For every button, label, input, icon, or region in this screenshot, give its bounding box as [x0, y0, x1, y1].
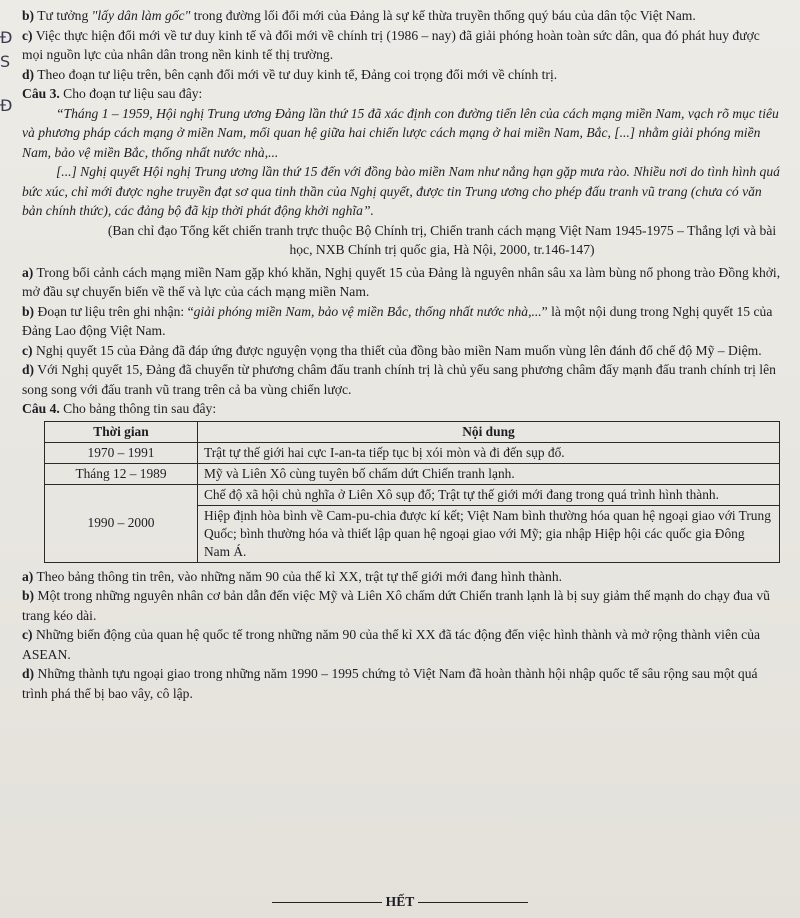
q4-statement-c — [22, 625, 782, 664]
q4-statement-a — [22, 567, 782, 587]
q3-statement-b — [22, 302, 782, 341]
q3-statement-a — [22, 263, 782, 302]
statement-text: Nghị quyết 15 của Đảng đã đáp ứng được nguyện vọng tha thiết của đồng bào miền Nam muốn vùng lên đánh đổ chế độ Mỹ – Diệm. — [35, 342, 762, 358]
question-number: Câu 3. — [22, 86, 60, 101]
statement-text: Những biến động của quan hệ quốc tế trong những năm 90 của thế kỉ XX đã tác động đến việc hình thành và mở rộng thành viên của ASEAN. — [22, 627, 761, 662]
statement-label: b) — [22, 588, 35, 603]
question-number: Câu 4. — [22, 401, 60, 416]
statement-label: c) — [22, 342, 33, 358]
q4-statement-b — [22, 586, 782, 625]
question-intro: Cho đoạn tư liệu sau đây: — [59, 86, 203, 101]
q3-statement-c — [22, 341, 782, 361]
table-cell-content: Mỹ và Liên Xô cùng tuyên bố chấm dứt Chiến tranh lạnh. — [198, 463, 780, 484]
statement-text: Trong bối cảnh cách mạng miền Nam gặp khó khăn, Nghị quyết 15 của Đảng là nguyên nhân sâu xa làm bùng nổ phong trào Đồng khởi, mở đầu sự chuyển biến về thế và lực của cách mạng miền Nam. — [22, 264, 781, 299]
handwritten-mark: Ɖ — [0, 96, 13, 115]
table-cell-time: 1990 – 2000 — [45, 484, 198, 562]
statement-text: Tư tưởng — [37, 8, 92, 23]
statement-text: Những thành tựu ngoại giao trong những năm 1990 – 1995 chứng tỏ Việt Nam đã hoàn thành hội nhập quốc tế sâu rộng sau một quá trình phá thế bị bao vây, cô lập. — [22, 666, 758, 701]
q3-statement-d — [22, 360, 782, 399]
end-marker — [0, 894, 800, 910]
statement-text: Một trong những nguyên nhân cơ bản dẫn đến việc Mỹ và Liên Xô chấm dứt Chiến tranh lạnh là bị suy giảm thế mạnh do chạy đua vũ trang kéo dài. — [22, 588, 770, 623]
statement-text: Đoạn tư liệu trên ghi nhận: “ — [37, 303, 194, 319]
end-text: HẾT — [385, 894, 415, 909]
table-row — [45, 463, 780, 484]
info-table — [44, 421, 780, 563]
statement-text: Theo đoạn tư liệu trên, bên cạnh đổi mới về tư duy kinh tế, Đảng coi trọng đổi mới về chính trị. — [37, 66, 558, 82]
statement-label: b) — [22, 8, 35, 23]
question-intro: Cho bảng thông tin sau đây: — [59, 401, 217, 416]
table-cell-time: Tháng 12 – 1989 — [45, 463, 198, 484]
column-header-content: Nội dung — [198, 421, 780, 442]
table-cell-content: Hiệp định hòa bình về Cam-pu-chia được kí kết; Việt Nam bình thường hóa quan hệ ngoại giao với Trung Quốc; bình thường hóa và thiết lập quan hệ ngoại giao với Mỹ; gia nhập Hiệp hội các quốc gia Đông Nam Á. — [198, 505, 780, 562]
statement-label: c) — [22, 627, 33, 642]
table-cell-time: 1970 – 1991 — [45, 442, 198, 463]
quote-paragraph-1: “Tháng 1 – 1959, Hội nghị Trung ương Đảng lần thứ 15 đã xác định con đường tiến lên của cách mạng miền Nam, vạch rõ mục tiêu và phương pháp cách mạng ở miền Nam, mối quan hệ giữa hai chiến lược cách mạng ở hai miền Nam, Bắc, [...] nhằm giải phóng miền Nam, bảo vệ miền Bắc, thống nhất nước nhà,... — [22, 105, 779, 160]
prev-statement-c — [22, 26, 782, 65]
question-3-heading — [22, 84, 782, 104]
handwritten-mark: Ɖ — [0, 28, 13, 47]
statement-label: c) — [22, 27, 33, 43]
statement-label: d) — [22, 66, 35, 82]
exam-content — [22, 6, 782, 703]
handwritten-mark: S — [0, 52, 11, 71]
table-cell-content: Chế độ xã hội chủ nghĩa ở Liên Xô sụp đổ; Trật tự thế giới mới đang trong quá trình hình thành. — [198, 484, 780, 505]
table-row — [45, 442, 780, 463]
prev-statement-d — [22, 65, 782, 85]
statement-text: Với Nghị quyết 15, Đảng đã chuyển từ phương châm đấu tranh chính trị là chủ yếu sang phương châm đẩy mạnh đấu tranh chính trị lên song song với đấu tranh vũ trang trên cả ba vùng chiến lược. — [22, 362, 776, 397]
statement-label: d) — [22, 666, 35, 681]
statement-text: Việc thực hiện đổi mới về tư duy kinh tế và đổi mới về chính trị (1986 – nay) đã giải phóng hoàn toàn sức dân, qua đó phát huy được mọi nguồn lực của nhân dân trong nền kinh tế thị trường. — [22, 27, 760, 62]
statement-label: b) — [22, 303, 35, 319]
quote-paragraph-2: [...] Nghị quyết Hội nghị Trung ương lần thứ 15 đến với đồng bào miền Nam như nắng hạn gặp mưa rào. Nhiều nơi do tình hình quá bức xúc, chỉ mới được nghe truyền đạt sơ qua tinh thần của Nghị quyết, được tin Trung ương cho phép đấu tranh vũ trang (chưa có văn bản chính thức), các đảng bộ đã kịp thời phát động khởi nghĩa”. — [22, 164, 780, 218]
prev-statement-b — [22, 6, 782, 26]
table-row — [45, 484, 780, 505]
statement-text: ” là một nội dung trong Nghị quyết 15 của Đảng Lao động Việt Nam. — [22, 303, 773, 338]
statement-text: Theo bảng thông tin trên, vào những năm 90 của thế kỉ XX, trật tự thế giới mới đang hình thành. — [36, 568, 563, 584]
statement-label: a) — [22, 264, 34, 280]
statement-text: trong đường lối đổi mới của Đảng là sự kế thừa truyền thống quý báu của dân tộc Việt Nam. — [190, 8, 696, 23]
quote-source: (Ban chỉ đạo Tổng kết chiến tranh trực thuộc Bộ Chính trị, Chiến tranh cách mạng Việt Nam 1945-1975 – Thắng lợi và bài học, NXB Chính trị quốc gia, Hà Nội, 2000, tr.146-147) — [107, 222, 777, 257]
statement-label: a) — [22, 568, 34, 584]
divider — [272, 902, 382, 903]
statement-italic: giải phóng miền Nam, bảo vệ miền Bắc, thống nhất nước nhà,... — [193, 303, 542, 319]
q4-statement-d — [22, 664, 782, 703]
divider — [418, 902, 528, 903]
question-4-heading — [22, 399, 782, 419]
column-header-time: Thời gian — [45, 421, 198, 442]
table-header-row — [45, 421, 780, 442]
table-cell-content: Trật tự thế giới hai cực I-an-ta tiếp tục bị xói mòn và đi đến sụp đổ. — [198, 442, 780, 463]
statement-label: d) — [22, 362, 35, 377]
statement-italic: "lấy dân làm gốc" — [91, 8, 191, 23]
